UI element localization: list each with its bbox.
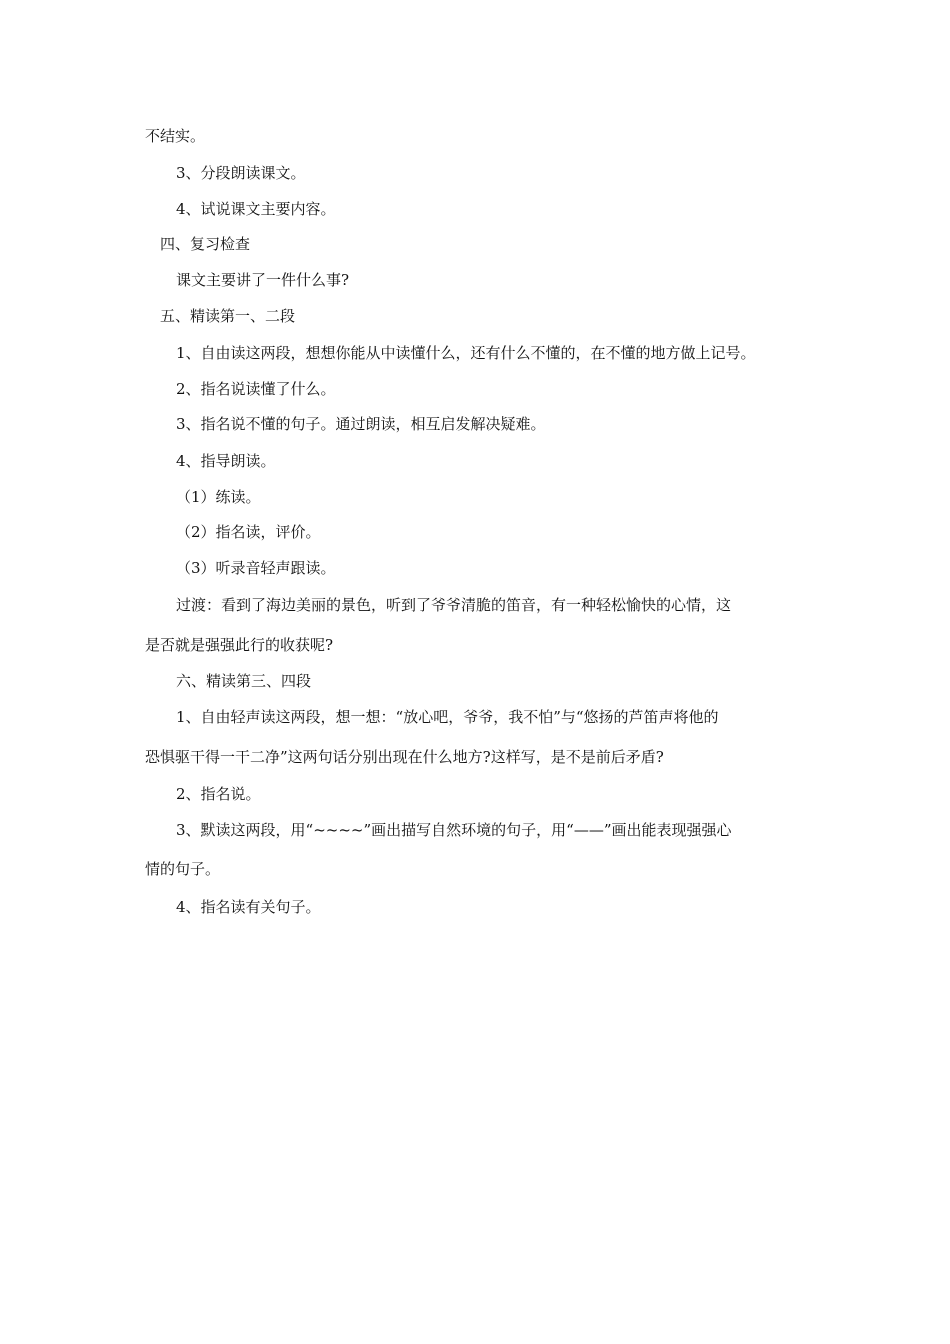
text-line: 3、指名说不懂的句子。通过朗读，相互启发解决疑难。 <box>176 415 546 433</box>
text-line: （1）练读。 <box>176 488 261 506</box>
text-line: 课文主要讲了一件什么事? <box>176 271 350 289</box>
text-line: 2、指名说。 <box>176 785 261 803</box>
text-line: 4、指导朗读。 <box>176 452 276 470</box>
text-line: 恐惧驱干得一干二净”这两句话分别出现在什么地方?这样写，是不是前后矛盾? <box>145 748 664 766</box>
section-heading: 四、复习检查 <box>160 235 251 253</box>
text-line: 3、分段朗读课文。 <box>176 164 306 182</box>
section-heading: 六、精读第三、四段 <box>176 672 312 690</box>
text-line: 是否就是强强此行的收获呢? <box>145 636 334 654</box>
text-line: 4、指名读有关句子。 <box>176 898 321 916</box>
text-line: 1、自由轻声读这两段，想一想：“放心吧，爷爷，我不怕”与“悠扬的芦笛声将他的 <box>176 708 719 726</box>
text-line: （2）指名读，评价。 <box>176 523 321 541</box>
text-line: 3、默读这两段，用“~~~~”画出描写自然环境的句子，用“——”画出能表现强强心 <box>176 821 732 839</box>
text-line: 情的句子。 <box>145 860 221 878</box>
text-line: 4、试说课文主要内容。 <box>176 200 336 218</box>
text-line: 2、指名说读懂了什么。 <box>176 380 336 398</box>
text-line: 过渡：看到了海边美丽的景色，听到了爷爷清脆的笛音，有一种轻松愉快的心情，这 <box>176 596 732 614</box>
text-line: （3）听录音轻声跟读。 <box>176 559 336 577</box>
text-line: 不结实。 <box>145 127 206 145</box>
text-line: 1、自由读这两段，想想你能从中读懂什么，还有什么不懂的，在不懂的地方做上记号。 <box>176 344 756 362</box>
section-heading: 五、精读第一、二段 <box>160 307 296 325</box>
